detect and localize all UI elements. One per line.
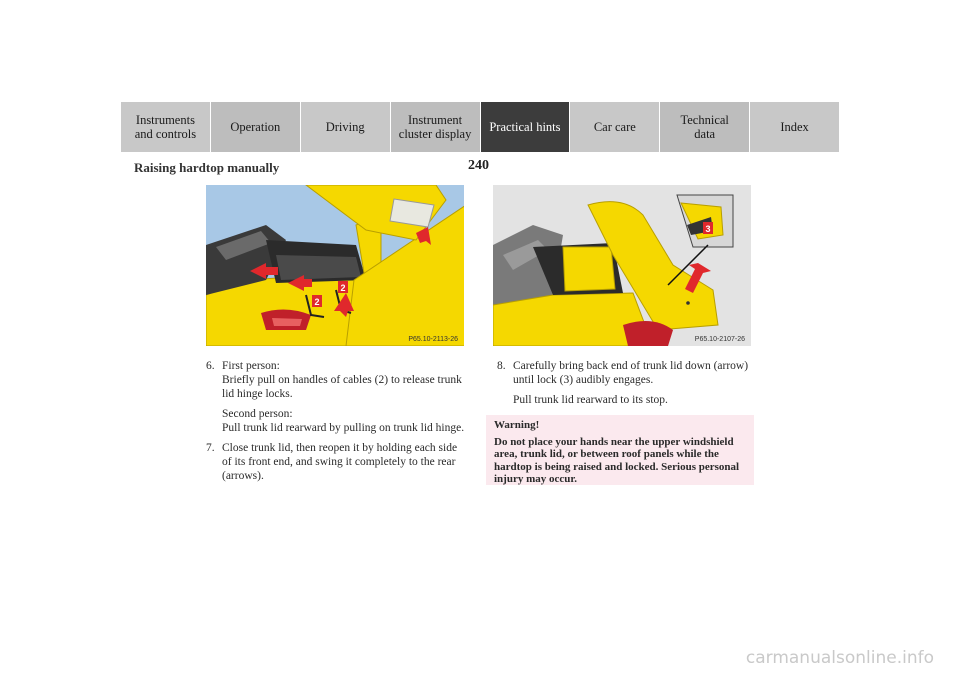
step-number: 6. <box>206 360 215 372</box>
step-6 <box>206 359 468 435</box>
page-number: 240 <box>468 158 489 173</box>
figure-caption-right: P65.10-2107-26 <box>694 336 745 343</box>
tab-instrument-cluster-display[interactable]: Instrument cluster display <box>391 102 481 152</box>
callout-3: 3 <box>705 224 711 234</box>
callout-2a: 2 <box>314 297 320 307</box>
trunk-lock-illustration <box>493 185 751 346</box>
tab-operation[interactable]: Operation <box>211 102 301 152</box>
tab-index[interactable]: Index <box>750 102 839 152</box>
section-tabs <box>121 102 839 152</box>
watermark: carmanualsonline.info <box>745 648 934 668</box>
warning-text: Do not place your hands near the upper windshield area, trunk lid, or between roof panels while the hardtop is being raised and locked. Serious personal injury may occur. <box>494 435 740 485</box>
trunk-lid-illustration <box>206 185 464 346</box>
illustration-trunk-lid-lock <box>493 185 751 346</box>
steps-left-column <box>206 359 468 489</box>
figure-caption-left: P65.10-2113-26 <box>408 336 458 343</box>
steps-right-column <box>497 359 759 413</box>
warning-box <box>486 415 754 485</box>
step-7 <box>206 441 468 483</box>
tab-driving[interactable]: Driving <box>301 102 391 152</box>
step-7-text: Close trunk lid, then reopen it by holding each side of its front end, and swing it completely to the rear (arrows). <box>222 442 458 482</box>
step-6-second-person: Second person: Pull trunk lid rearward by pulling on trunk lid hinge. <box>222 408 465 434</box>
step-6-first-person: First person: Briefly pull on handles of cables (2) to release trunk lid hinge locks. <box>222 360 462 400</box>
step-number: 8. <box>497 360 506 372</box>
tab-technical-data[interactable]: Technical data <box>660 102 750 152</box>
tab-practical-hints[interactable]: Practical hints <box>481 102 571 152</box>
tab-instruments-and-controls[interactable]: Instruments and controls <box>121 102 211 152</box>
step-8-followup: Pull trunk lid rearward to its stop. <box>513 394 668 406</box>
step-8 <box>497 359 759 407</box>
warning-title: Warning! <box>494 419 540 431</box>
illustration-trunk-lid-open <box>206 185 464 346</box>
callout-2b: 2 <box>340 283 346 293</box>
page-title: Raising hardtop manually <box>134 160 280 175</box>
step-8-text: Carefully bring back end of trunk lid down (arrow) until lock (3) audibly engages. <box>513 360 749 386</box>
tab-car-care[interactable]: Car care <box>570 102 660 152</box>
step-number: 7. <box>206 442 215 454</box>
